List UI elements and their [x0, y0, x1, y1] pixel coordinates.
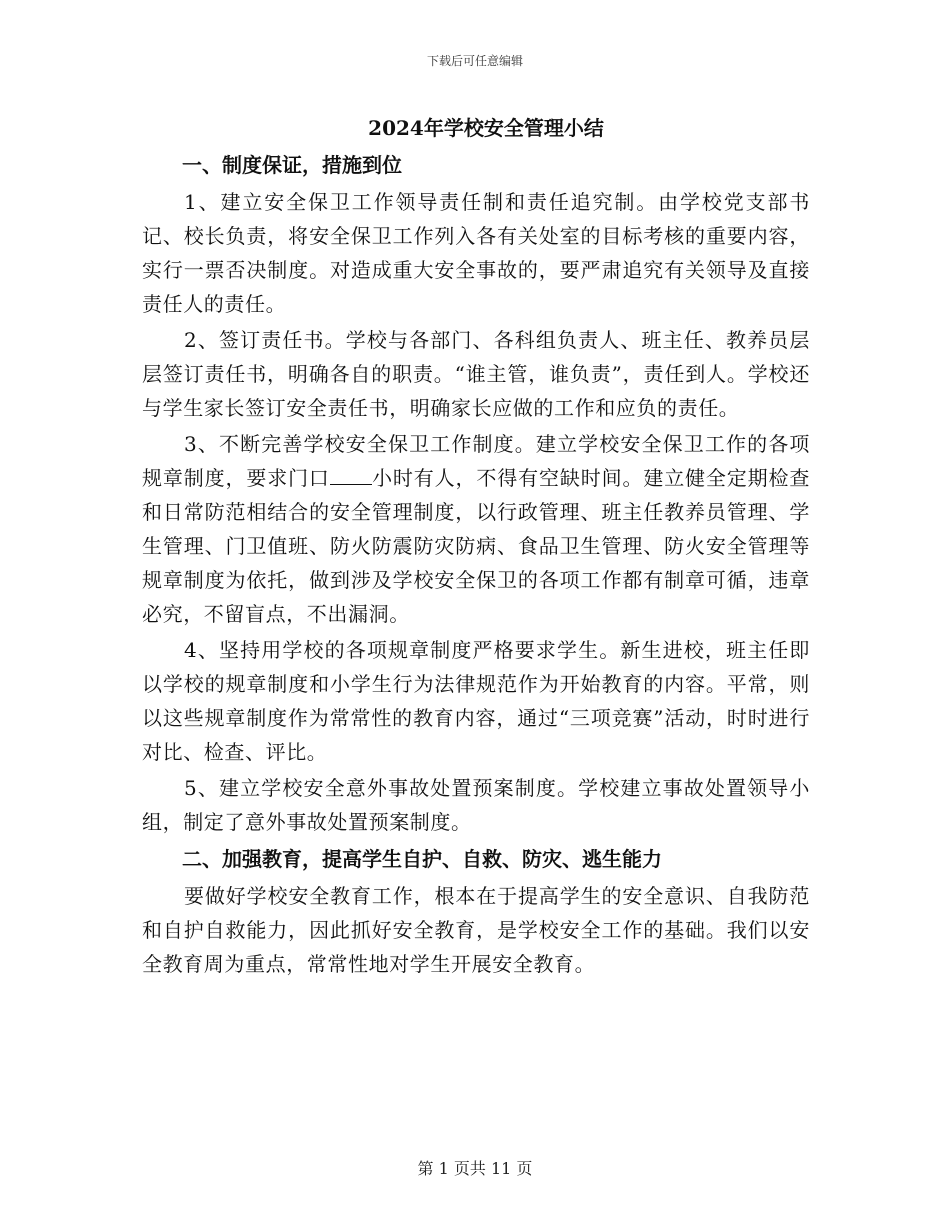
document-title: 2024年学校安全管理小结	[368, 116, 604, 140]
paragraph-3-part-2: 小时有人，不得有空缺时间。建立健全定期检查和日常防范相结合的安全管理制度，以行政管理、班主任教养员管理、学生管理、门卫值班、防火防震防灾防病、食品卫生管理、防火安全管理等规章制度为依托，做到涉及学校安全保卫的各项工作都有制章可循，违章必究，不留盲点，不出漏洞。	[142, 466, 810, 626]
section-1-paragraph-5: 5、建立学校安全意外事故处置预案制度。学校建立事故处置领导小组，制定了意外事故处置预案制度。	[142, 776, 810, 834]
page-header-note: 下载后可任意编辑	[426, 54, 523, 68]
page-number: 第 1 页共 11 页	[417, 1159, 533, 1178]
section-1-paragraph-1: 1、建立安全保卫工作领导责任制和责任追究制。由学校党支部书记、校长负责，将安全保卫工作列入各有关处室的目标考核的重要内容，实行一票否决制度。对造成重大安全事故的，要严肃追究有关领导及直接责任人的责任。	[142, 190, 810, 316]
section-2-paragraph-1: 要做好学校安全教育工作，根本在于提高学生的安全意识、自我防范和自护自救能力，因此抓好安全教育，是学校安全工作的基础。我们以安全教育周为重点，常常性地对学生开展安全教育。	[142, 884, 810, 976]
fill-in-blank	[330, 466, 372, 485]
paragraph-3-part-1: 3、不断完善学校安全保卫工作制度。建立学校安全保卫工作的各项规章制度，要求门口	[142, 432, 810, 490]
section-2-heading: 二、加强教育，提高学生自护、自救、防灾、逃生能力	[182, 847, 662, 871]
section-1-paragraph-3	[142, 426, 810, 632]
section-1-heading: 一、制度保证，措施到位	[182, 153, 402, 177]
document-body	[142, 110, 810, 982]
section-1-paragraph-4: 4、坚持用学校的各项规章制度严格要求学生。新生进校，班主任即以学校的规章制度和小学生行为法律规范作为开始教育的内容。平常，则以这些规章制度作为常常性的教育内容，通过“三项竞赛”活动，时时进行对比、检查、评比。	[142, 638, 810, 764]
section-1-paragraph-2: 2、签订责任书。学校与各部门、各科组负责人、班主任、教养员层层签订责任书，明确各自的职责。“谁主管，谁负责”，责任到人。学校还与学生家长签订安全责任书，明确家长应做的工作和应负的责任。	[142, 328, 810, 420]
